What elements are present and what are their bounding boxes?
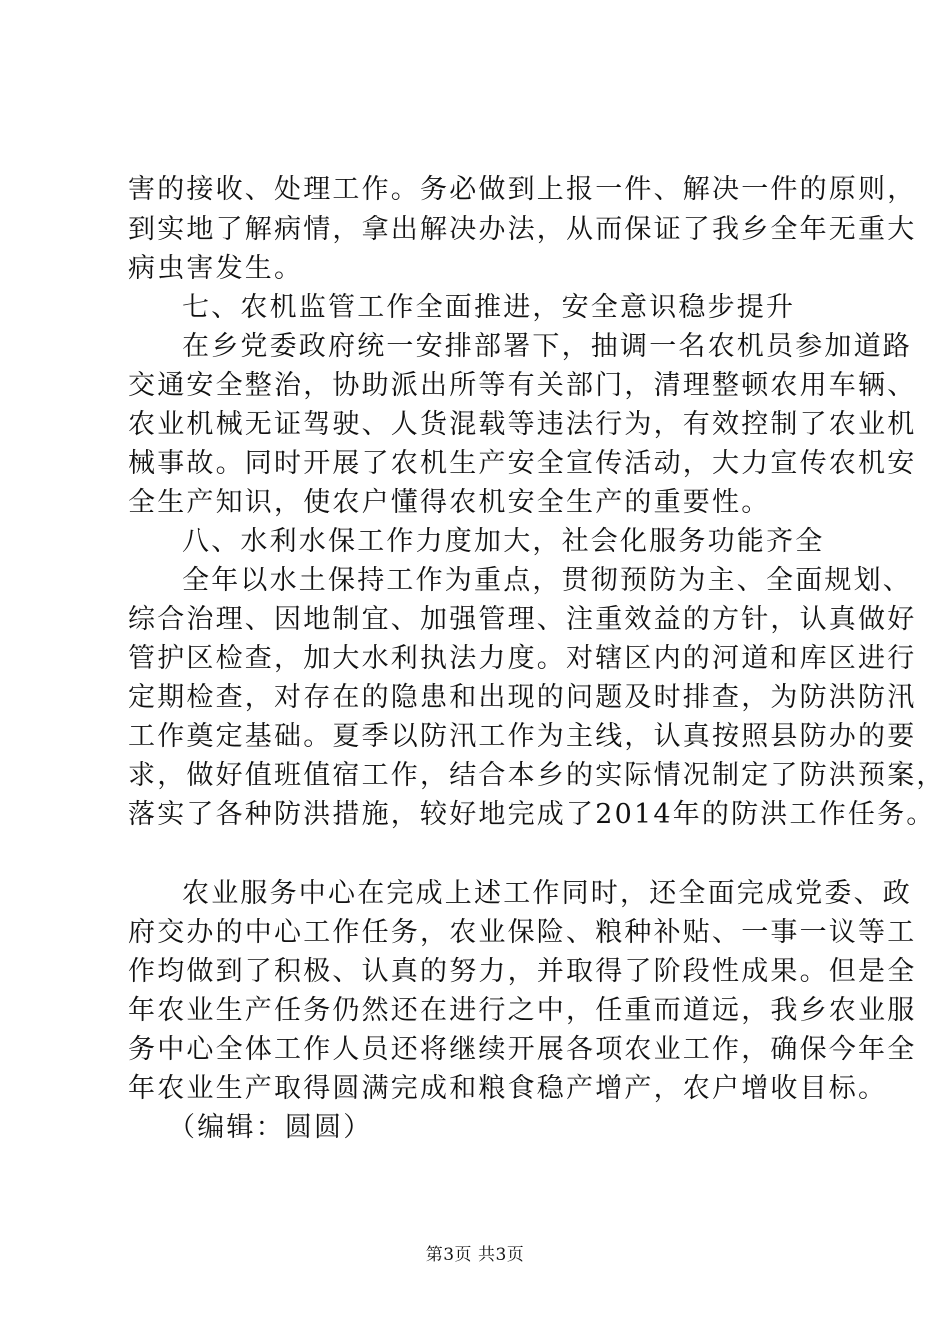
page-footer: 第3页 共3页 [425, 1245, 525, 1265]
text-line: 害的接收、处理工作。务必做到上报一件、解决一件的原则， [128, 174, 917, 205]
text-line: 定期检查，对存在的隐患和出现的问题及时排查，为防洪防汛 [128, 682, 917, 713]
text-line: 工作奠定基础。夏季以防汛工作为主线，认真按照县防办的要 [128, 721, 917, 752]
text-line: 落实了各种防洪措施，较好地完成了2014年的防洪工作任务。 [128, 799, 936, 830]
section-heading-8: 八、水利水保工作力度加大，社会化服务功能齐全 [182, 526, 825, 557]
text-line: 作均做到了积极、认真的努力，并取得了阶段性成果。但是全 [128, 956, 917, 987]
text-line: 到实地了解病情，拿出解决办法，从而保证了我乡全年无重大 [128, 214, 917, 245]
text-line: 府交办的中心工作任务，农业保险、粮种补贴、一事一议等工 [128, 917, 917, 948]
text-line: 农业机械无证驾驶、人货混载等违法行为，有效控制了农业机 [128, 409, 917, 440]
section-heading-7: 七、农机监管工作全面推进，安全意识稳步提升 [182, 292, 796, 323]
text-line: 年农业生产任务仍然还在进行之中，任重而道远，我乡农业服 [128, 995, 917, 1026]
text-line: 在乡党委政府统一安排部署下，抽调一名农机员参加道路 [182, 331, 912, 362]
editor-note: （编辑：圆圆） [168, 1112, 373, 1143]
text-line: 农业服务中心在完成上述工作同时，还全面完成党委、政 [182, 878, 912, 909]
text-line: 综合治理、因地制宜、加强管理、注重效益的方针，认真做好 [128, 604, 917, 635]
text-line: 务中心全体工作人员还将继续开展各项农业工作，确保今年全 [128, 1034, 917, 1065]
text-line: 械事故。同时开展了农机生产安全宣传活动，大力宣传农机安 [128, 448, 917, 479]
text-line: 求，做好值班值宿工作，结合本乡的实际情况制定了防洪预案， [128, 760, 946, 791]
text-line: 病虫害发生。 [128, 253, 304, 284]
text-line: 全生产知识，使农户懂得农机安全生产的重要性。 [128, 487, 771, 518]
text-line: 年农业生产取得圆满完成和粮食稳产增产，农户增收目标。 [128, 1073, 888, 1104]
text-line: 交通安全整治，协助派出所等有关部门，清理整顿农用车辆、 [128, 370, 917, 401]
text-line: 全年以水土保持工作为重点，贯彻预防为主、全面规划、 [182, 565, 912, 596]
text-line: 管护区检查，加大水利执法力度。对辖区内的河道和库区进行 [128, 643, 917, 674]
